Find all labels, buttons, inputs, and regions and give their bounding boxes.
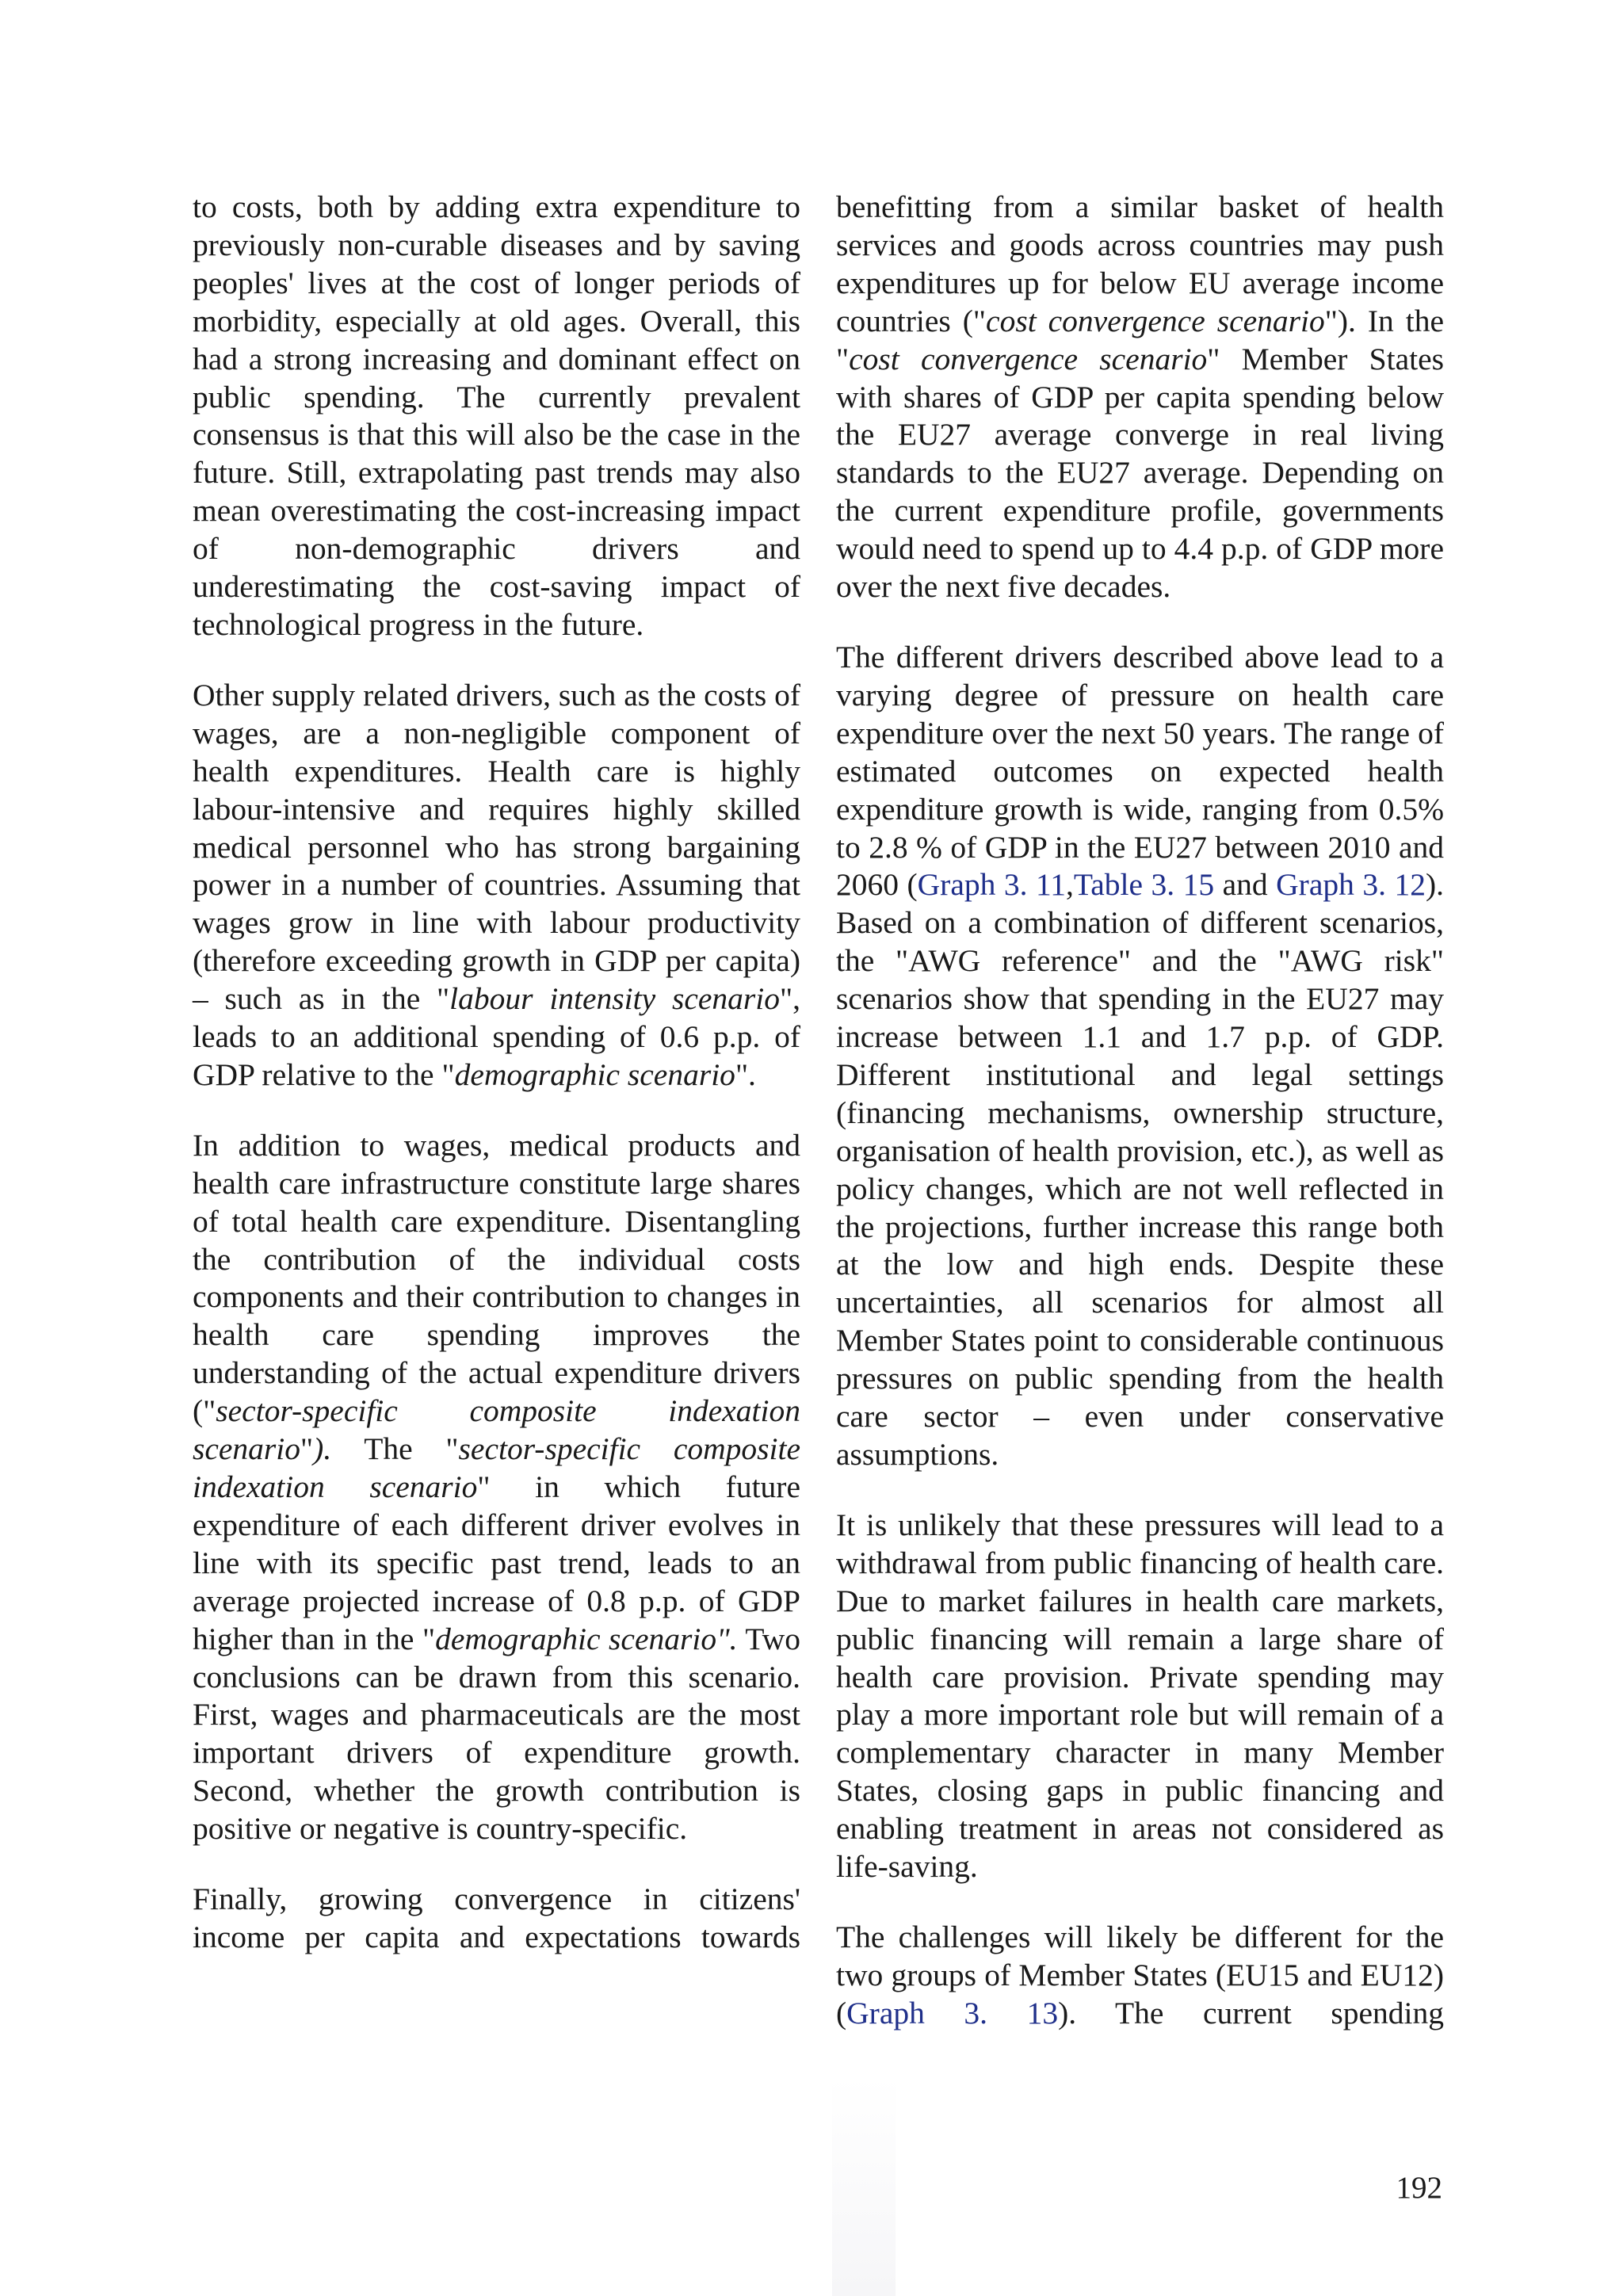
page-shadow [832,2076,896,2296]
table-3-15-link[interactable]: Table 3. 15 [1073,867,1215,903]
text-run: In addition to wages, medical products and health care infrastructure constitute large shares of total health care expenditure. Disentangling the contribution of the individual costs components and their contribution to changes in health care spending improves the understanding of the actual expenditure drivers (" [193,1127,800,1429]
text-run: " [300,1431,314,1467]
paragraph [836,189,1444,606]
emphasis: labour intensity scenario [449,981,780,1017]
text-run: " Member States with shares of GDP per capita spending below the EU27 average converge in real living standards to the EU27 average. Depending on the current expenditure profile, governments would need to spend up to 4.4 p.p. of GDP more over the next five decades. [836,341,1444,605]
paragraph [836,1919,1444,2033]
text-run: ). The current spending [1058,1995,1445,2030]
paragraph: Finally, growing convergence in citizens' income per capita and expectations towards [193,1881,800,1954]
text-run: and [1214,867,1277,903]
emphasis: demographic scenario [454,1056,735,1092]
right-column [836,189,1444,2033]
emphasis: demographic scenario". [435,1621,738,1656]
page-number: 192 [1396,2171,1442,2205]
text-run: The challenges will likely be different for the two groups of Member States (EU15 and EU12) ( [836,1919,1444,2030]
text-run: The different drivers described above lead to a varying degree of pressure on health care expenditure over the next 50 years. The range of estimated outcomes on expected health expenditure growth is wide, ranging from 0.5% to 2.8 % of GDP in the EU27 between 2010 and 2060 ( [836,639,1444,903]
emphasis: ). [313,1431,332,1467]
text-run: ). Based on a combination of different scenarios, the "AWG reference" and the "AWG risk" scenarios show that spending in the EU27 may increase between 1.1 and 1.7 p.p. of GDP. Different institutional and legal settings (financing mechanisms, ownership structure, organisation of health provision, etc.), as well as policy changes, which are not well reflected in the projections, further increase this range both at the low and high ends. Despite these uncertainties, all scenarios for almost all Member States point to considerable continuous pressures on public spending from the health care sector – even under conservative assumptions. [836,867,1444,1472]
left-column [193,189,800,1957]
text-run: Two conclusions can be drawn from this scenario. First, wages and pharmaceuticals are the most important drivers of expenditure growth. Second, whether the growth contribution is positive or negative is country-specific. [193,1621,800,1847]
emphasis: cost convergence scenario [849,341,1208,376]
graph-3-11-link[interactable]: Graph 3. 11 [917,867,1066,903]
text-run: "). In the " [836,303,1444,376]
text-run: ", leads to an additional spending of 0.6 p.p. of GDP relative to the " [193,981,800,1092]
text-run: The " [331,1431,459,1467]
paragraph: It is unlikely that these pressures will lead to a withdrawal from public financing of health care. Due to market failures in health care markets, public financing will remain a large share of health care provision. Private spending may play a more important role but will remain of a complementary character in many Member States, closing gaps in public financing and enabling treatment in areas not considered as life-saving. [836,1507,1444,1885]
paragraph [836,639,1444,1474]
paragraph [193,677,800,1095]
emphasis: sector-specific composite indexation scenario [193,1431,800,1504]
emphasis: cost convergence scenario [986,303,1325,338]
graph-3-13-link[interactable]: Graph 3. 13 [846,1995,1059,2030]
emphasis: sector-specific composite indexation scenario [193,1393,800,1467]
text-run: ". [735,1056,756,1092]
text-run: , [1065,867,1074,903]
graph-3-12-link[interactable]: Graph 3. 12 [1276,867,1426,903]
paragraph [193,1127,800,1848]
paragraph: to costs, both by adding extra expenditure to previously non-curable diseases and by saving peoples' lives at the cost of longer periods of morbidity, especially at old ages. Overall, this had a strong increasing and dominant effect on public spending. The currently prevalent consensus is that this will also be the case in the future. Still, extrapolating past trends may also mean overestimating the cost-increasing impact of non-demographic drivers and underestimating the cost-saving impact of technological progress in the future. [193,189,800,642]
text-run: " in which future expenditure of each different driver evolves in line with its specific past trend, leads to an average projected increase of 0.8 p.p. of GDP higher than in the " [193,1469,800,1656]
text-run: Other supply related drivers, such as the costs of wages, are a non-negligible component of health expenditures. Health care is highly labour-intensive and requires highly skilled medical personnel who has strong bargaining power in a number of countries. Assuming that wages grow in line with labour productivity (therefore exceeding growth in GDP per capita) – such as in the " [193,677,800,1017]
text-run: benefitting from a similar basket of health services and goods across countries may push expenditures up for below EU average income countries (" [836,189,1444,338]
